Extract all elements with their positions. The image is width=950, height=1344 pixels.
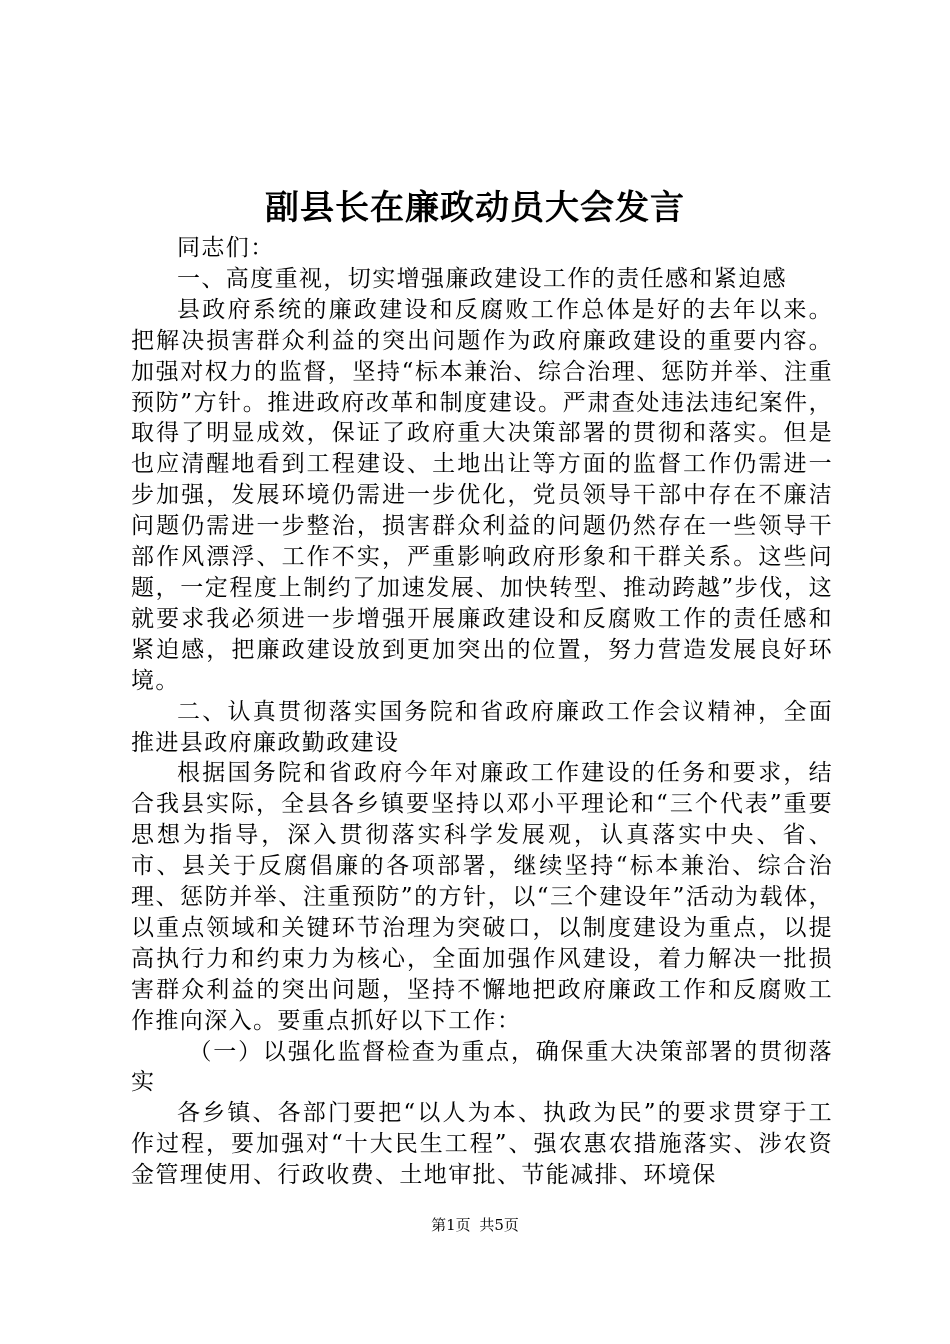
page-number: 第1页: [431, 1216, 471, 1234]
document-body: [131, 233, 833, 1191]
subsection-heading-1: （一）以强化监督检查为重点，确保重大决策部署的贯彻落实: [131, 1038, 833, 1096]
paragraph-body-1: 县政府系统的廉政建设和反腐败工作总体是好的去年以来。把解决损害群众利益的突出问题作为政府廉政建设的重要内容。加强对权力的监督，坚持“标本兼治、综合治理、惩防并举、注重预防”方针。推进政府改革和制度建设。严肃查处违法违纪案件，取得了明显成效，保证了政府重大决策部署的贯彻和落实。但是也应清醒地看到工程建设、土地出让等方面的监督工作仍需进一步加强，发展环境仍需进一步优化，党员领导干部中存在不廉洁问题仍需进一步整治，损害群众利益的问题仍然存在一些领导干部作风漂浮、工作不实，严重影响政府形象和干群关系。这些问题，一定程度上制约了加速发展、加快转型、推动跨越”步伐，这就要求我必须进一步增强开展廉政建设和反腐败工作的责任感和紧迫感，把廉政建设放到更加突出的位置，努力营造发展良好环境。: [131, 296, 833, 694]
document-title: 副县长在廉政动员大会发言: [265, 188, 685, 228]
page-total: 共5页: [479, 1216, 519, 1234]
page-footer: [0, 1213, 950, 1237]
section-heading-2: 二、认真贯彻落实国务院和省政府廉政工作会议精神，全面推进县政府廉政勤政建设: [131, 698, 833, 756]
paragraph-salutation: 同志们：: [177, 235, 275, 261]
section-heading-1: 一、高度重视，切实增强廉政建设工作的责任感和紧迫感: [177, 265, 787, 292]
paragraph-body-3: 各乡镇、各部门要把“以人为本、执政为民”的要求贯穿于工作过程，要加强对“十大民生工程”、强农惠农措施落实、涉农资金管理使用、行政收费、土地审批、节能减排、环境保: [131, 1100, 833, 1189]
paragraph-body-2: 根据国务院和省政府今年对廉政工作建设的任务和要求，结合我县实际，全县各乡镇要坚持以邓小平理论和“三个代表”重要思想为指导，深入贯彻落实科学发展观，认真落实中央、省、市、县关于反腐倡廉的各项部署，继续坚持“标本兼治、综合治理、惩防并举、注重预防”的方针，以“三个建设年”活动为载体，以重点领域和关键环节治理为突破口，以制度建设为重点，以提高执行力和约束力为核心，全面加强作风建设，着力解决一批损害群众利益的突出问题，坚持不懈地把政府廉政工作和反腐败工作推向深入。要重点抓好以下工作：: [131, 760, 833, 1034]
